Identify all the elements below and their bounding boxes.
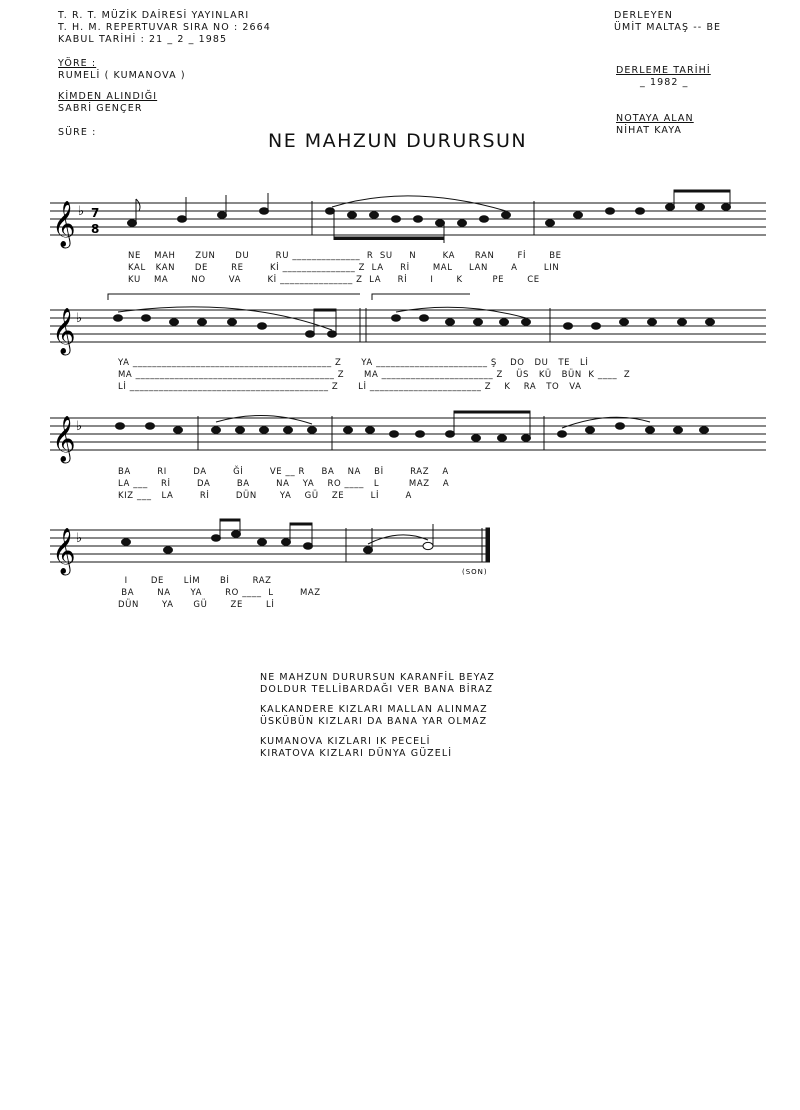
staff-2-lyric-1: YA _________________________________________ Z YA _______________________ Ş DO DU TE Lİ <box>118 358 589 368</box>
derleme-label: DERLEME TARİHİ <box>616 65 711 76</box>
song-title: NE MAHZUN DURURSUN <box>268 130 528 152</box>
staff-2-lyric-3: Lİ _________________________________________ Z Lİ _______________________ Z K RA TO VA <box>118 382 582 392</box>
verse-2-line-2: ÜSKÜBÜN KIZLARI DA BANA YAR OLMAZ <box>260 715 488 727</box>
treble-clef-icon: 𝄞 <box>52 308 76 354</box>
volta-2-bracket <box>372 294 470 300</box>
treble-clef-icon: 𝄞 <box>52 416 76 462</box>
flat-sign-icon: ♭ <box>76 419 83 434</box>
staff-3-lyric-1: BA RI DA Ğİ VE __ R BA NA Bİ RAZ A <box>118 467 449 477</box>
notaya-value: NİHAT KAYA <box>616 125 683 136</box>
yore-value: RUMELİ ( KUMANOVA ) <box>58 70 186 81</box>
kimden-value: SABRİ GENÇER <box>58 103 143 114</box>
staff-1-svg <box>50 193 770 253</box>
verse-3-line-2: KIRATOVA KIZLARI DÜNYA GÜZELİ <box>260 747 453 759</box>
treble-clef-icon: 𝄞 <box>52 201 76 247</box>
derleme-value: _ 1982 _ <box>640 77 689 88</box>
flat-sign-icon: ♭ <box>76 531 83 546</box>
flat-sign-icon: ♭ <box>76 311 83 326</box>
treble-clef-icon: 𝄞 <box>52 528 76 574</box>
verse-1-line-1: NE MAHZUN DURURSUN KARANFİL BEYAZ <box>260 672 495 683</box>
time-sig-top: 7 <box>91 206 100 220</box>
staff-4 <box>50 520 510 580</box>
org-line-2: T. H. M. REPERTUVAR SIRA NO : 2664 <box>58 22 271 33</box>
staff-4-lyric-3: DÜN YA GÜ ZE Lİ <box>118 600 275 610</box>
time-sig-bottom: 8 <box>91 222 100 236</box>
staff-3-lyric-2: LA ___ Rİ DA BA NA YA RO ____ L MAZ A <box>118 479 450 489</box>
staff-3-svg <box>50 408 770 468</box>
staff-1-lyric-3: KU MA NO VA Kİ _______________ Z LA Rİ I K PE CE <box>128 275 540 285</box>
staff-4-svg <box>50 520 510 580</box>
notaya-label: NOTAYA ALAN <box>616 113 694 124</box>
org-line-3: KABUL TARİHİ : 21 _ 2 _ 1985 <box>58 34 228 45</box>
staff-1-lyric-1: NE MAH ZUN DU RU ______________ R SU N KA RAN Fİ BE <box>128 251 562 261</box>
org-line-1: T. R. T. MÜZİK DAİRESİ YAYINLARI <box>58 10 250 21</box>
staff-1-lyric-2: KAL KAN DE RE Kİ _______________ Z LA Rİ MAL LAN A LIN <box>128 263 560 273</box>
volta-1-bracket <box>108 294 360 300</box>
staff-2 <box>50 300 770 360</box>
sure-label: SÜRE : <box>58 127 97 138</box>
staff-2-svg <box>50 300 770 360</box>
kimden-label: KİMDEN ALINDIĞI <box>58 91 158 102</box>
verse-2-line-1: KALKANDERE KIZLARI MALLAN ALINMAZ <box>260 704 488 715</box>
source-right-2: ÜMİT MALTAŞ -- BE <box>614 22 722 33</box>
verse-1-line-2: DOLDUR TELLİBARDAĞI VER BANA BİRAZ <box>260 683 494 695</box>
yore-label: YÖRE : <box>58 58 97 69</box>
verse-3-line-1: KUMANOVA KIZLARI IK PECELİ <box>260 736 431 747</box>
source-right-1: DERLEYEN <box>614 10 673 21</box>
staff-3 <box>50 408 770 468</box>
verse-block <box>260 672 495 759</box>
staff-2-lyric-2: MA _________________________________________ Z MA _______________________ Z ÜS KÜ BÜN K ____ Z <box>118 370 631 380</box>
staff-4-lyric-1: I DE LİM Bİ RAZ <box>118 576 272 586</box>
end-mark: (SON) <box>462 568 488 576</box>
staff-1 <box>50 193 770 253</box>
staff-4-lyric-2: BA NA YA RO ____ L MAZ <box>118 588 321 598</box>
flat-sign-icon: ♭ <box>78 204 85 219</box>
staff-3-lyric-3: KIZ ___ LA Rİ DÜN YA GÜ ZE Lİ A <box>118 491 412 501</box>
